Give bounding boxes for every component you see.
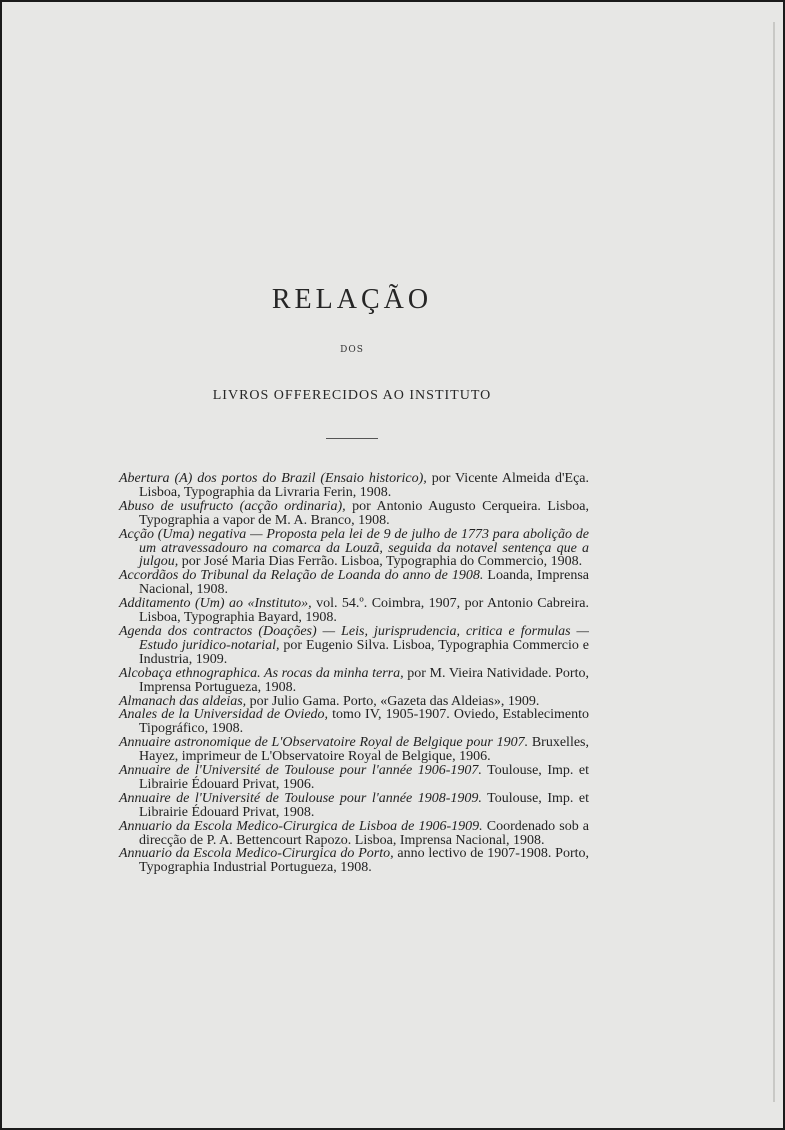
book-details: Bruxelles, Hayez, imprimeur de L'Observatoire Royal de Belgique, 1906. (139, 735, 589, 765)
book-entry (119, 764, 589, 792)
book-title: Almanach das aldeias, (119, 693, 247, 709)
book-title: Abuso de usufructo (acção ordinaria), (119, 498, 346, 514)
book-details: por Julio Gama. Porto, «Gazeta das Aldeias», 1909. (246, 693, 540, 709)
book-title: Accordãos do Tribunal da Relação de Loanda do anno de 1908. (119, 568, 484, 584)
book-entry (119, 667, 589, 695)
book-title: Annuario da Escola Medico-Cirurgica de Lisboa de 1906-1909. (119, 818, 483, 834)
book-title: Anales de la Universidad de Oviedo, (119, 707, 329, 723)
book-details: por M. Vieira Natividade. Porto, Imprensa Portugueza, 1908. (139, 665, 589, 695)
page-subtitle: LIVROS OFFERECIDOS AO INSTITUTO (212, 388, 492, 403)
book-title: Annuaire astronomique de L'Observatoire Royal de Belgique pour 1907. (119, 735, 529, 751)
book-entry (119, 792, 589, 820)
book-entry (119, 847, 589, 875)
book-details: Coordenado sob a direcção de P. A. Bettencourt Rapozo. Lisboa, Imprensa Nacional, 1908. (139, 818, 589, 848)
page-edge-shadow (773, 22, 775, 1102)
book-entry (119, 528, 589, 570)
book-details: Loanda, Imprensa Nacional, 1908. (139, 568, 589, 598)
book-details: por Vicente Almeida d'Eça. Lisboa, Typographia da Livraria Ferin, 1908. (139, 471, 589, 500)
book-entry (119, 597, 589, 625)
book-entry (119, 472, 589, 500)
book-details: tomo IV, 1905-1907. Oviedo, Establecimento Tipográfico, 1908. (139, 707, 589, 737)
book-details: por Antonio Augusto Cerqueira. Lisboa, Typographia a vapor de M. A. Branco, 1908. (139, 498, 589, 528)
book-entry (119, 736, 589, 764)
book-entry (119, 820, 589, 848)
title-divider (326, 438, 378, 439)
book-title: Acção (Uma) negativa — Proposta pela lei de 9 de julho de 1773 para abolição de um atravessadouro na comarca da Louzã, seguida da notavel sentença que a julgou, (119, 526, 589, 570)
book-details: por José Maria Dias Ferrão. Lisboa, Typographia do Commercio, 1908. (178, 554, 583, 570)
page-title: RELAÇÃO (271, 284, 433, 315)
title-connector: DOS (340, 345, 364, 355)
book-title: Abertura (A) dos portos do Brazil (Ensaio historico), (119, 471, 427, 486)
book-title: Annuaire de l'Université de Toulouse pour l'année 1906-1907. (119, 763, 482, 779)
book-title: Agenda dos contractos (Doações) — Leis, jurisprudencia, critica e formulas — Estudo juridico-notarial, (119, 623, 589, 653)
book-title: Annuaire de l'Université de Toulouse pour l'année 1908-1909. (119, 790, 482, 806)
book-details: anno lectivo de 1907-1908. Porto, Typographia Industrial Portugueza, 1908. (139, 846, 590, 876)
book-entry (119, 695, 589, 709)
book-title: Annuario da Escola Medico-Cirurgica do Porto, (119, 846, 394, 862)
book-details: Toulouse, Imp. et Librairie Édouard Privat, 1908. (139, 790, 590, 820)
book-entry (119, 500, 589, 528)
book-title: Additamento (Um) ao «Instituto», (119, 596, 312, 612)
book-list (119, 472, 589, 875)
book-details: por Eugenio Silva. Lisboa, Typographia Commercio e Industria, 1909. (139, 637, 590, 667)
book-title: Alcobaça ethnographica. As rocas da minha terra, (119, 665, 404, 681)
book-entry (119, 708, 589, 736)
book-entry (119, 625, 589, 667)
book-entry (119, 569, 589, 597)
book-details: vol. 54.º. Coimbra, 1907, por Antonio Cabreira. Lisboa, Typographia Bayard, 1908. (139, 596, 589, 626)
book-details: Toulouse, Imp. et Librairie Édouard Privat, 1906. (139, 763, 590, 792)
